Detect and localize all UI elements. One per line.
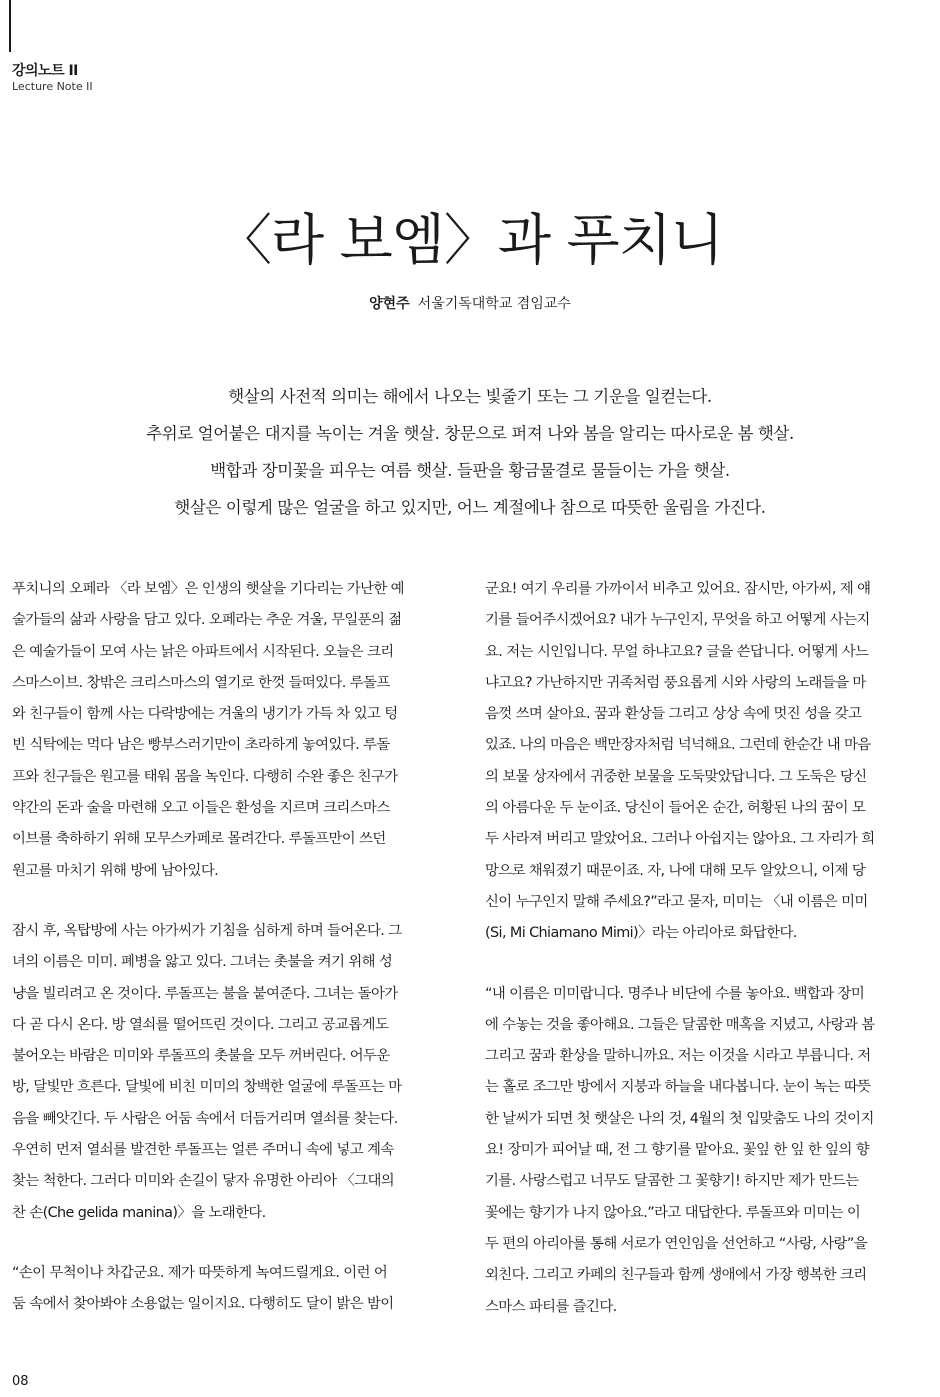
right-column xyxy=(485,574,918,1352)
text-line: 외친다. 그리고 카페의 친구들과 함께 생애에서 가장 행복한 크리 xyxy=(485,1267,867,1284)
text-line: 신이 누구인지 말해 주세요?”라고 묻자, 미미는 〈내 이름은 미미 xyxy=(485,893,868,910)
text-line: 녀의 이름은 미미. 폐병을 앓고 있다. 그녀는 촛불을 켜기 위해 성 xyxy=(12,954,393,971)
text-line: 찬 손(Che gelida manina)〉을 노래한다. xyxy=(12,1204,266,1221)
text-line: 망으로 채워졌기 때문이죠. 자, 나에 대해 모두 알았으니, 이제 당 xyxy=(485,862,866,879)
section-subtitle: Lecture Note II xyxy=(12,80,93,93)
text-line: 이브를 축하하기 위해 모무스카페로 몰려간다. 루돌프만이 쓰던 xyxy=(12,831,386,848)
author-affiliation: 서울기독대학교 겸임교수 xyxy=(417,296,571,312)
text-line: 있죠. 나의 마음은 백만장자처럼 넉넉해요. 그런데 한순간 내 마음 xyxy=(485,737,871,754)
lead-line: 추위로 얼어붙은 대지를 녹이는 겨울 햇살. 창문으로 퍼져 나와 봄을 알리는 따사로운 봄 햇살. xyxy=(146,424,794,443)
text-line: 의 아름다운 두 눈이죠. 당신이 들어온 순간, 허황된 나의 꿈이 모 xyxy=(485,800,866,817)
lead-line: 햇살은 이렇게 많은 얼굴을 하고 있지만, 어느 계절에나 참으로 따뜻한 울림을 가진다. xyxy=(174,498,766,517)
text-line: 우연히 먼저 열쇠를 발견한 루돌프는 얼른 주머니 속에 넣고 계속 xyxy=(12,1142,394,1159)
lead-line: 백합과 장미꽃을 피우는 여름 햇살. 들판을 황금물결로 물들이는 가을 햇살. xyxy=(210,461,730,480)
text-line: 방, 달빛만 흐른다. 달빛에 비친 미미의 창백한 얼굴에 루돌프는 마 xyxy=(12,1079,402,1096)
page-number: 08 xyxy=(12,1374,29,1389)
text-line: “내 이름은 미미랍니다. 명주나 비단에 수를 놓아요. 백합과 장미 xyxy=(485,985,865,1002)
text-line: 기를. 사랑스럽고 너무도 달콤한 그 꽃향기! 하지만 제가 만드는 xyxy=(485,1173,859,1190)
text-line: 술가들의 삶과 사랑을 담고 있다. 오페라는 추운 겨울, 무일푼의 젊 xyxy=(12,612,402,629)
text-line: 다 곧 다시 온다. 방 열쇠를 떨어뜨린 것이다. 그리고 공교롭게도 xyxy=(12,1016,389,1033)
section-title: 강의노트 II xyxy=(12,63,78,79)
text-line: 둠 속에서 찾아봐야 소용없는 일이지요. 다행히도 달이 밝은 밤이 xyxy=(12,1296,394,1313)
text-line: 군요! 여기 우리를 가까이서 비추고 있어요. 잠시만, 아가씨, 제 얘 xyxy=(485,581,871,597)
byline xyxy=(0,293,940,313)
text-line: 빈 식탁에는 먹다 남은 빵부스러기만이 초라하게 놓여있다. 루돌 xyxy=(12,737,390,754)
text-line: 두 사라져 버리고 말았어요. 그러나 아쉽지는 않아요. 그 자리가 희 xyxy=(485,831,875,848)
text-line: 불어오는 바람은 미미와 루돌프의 촛불을 모두 꺼버린다. 어두운 xyxy=(12,1048,390,1065)
lead-paragraph xyxy=(60,378,880,526)
text-line: 꽃에는 향기가 나지 않아요.”라고 대답한다. 루돌프와 미미는 이 xyxy=(485,1204,861,1221)
text-line: 두 편의 아리아를 통해 서로가 연인임을 선언하고 “사랑, 사랑”을 xyxy=(485,1235,868,1252)
text-line: 에 수놓는 것을 좋아해요. 그들은 달콤한 매혹을 지녔고, 사랑과 봄 xyxy=(485,1016,875,1033)
text-line: 잠시 후, 옥탑방에 사는 아가씨가 기침을 심하게 하며 들어온다. 그 xyxy=(12,922,402,939)
text-line: 요! 장미가 피어날 때, 전 그 향기를 맡아요. 꽃잎 한 잎 한 잎의 향 xyxy=(485,1142,870,1159)
body-paragraph xyxy=(12,916,445,1229)
text-line: 원고를 마치기 위해 방에 남아있다. xyxy=(12,862,219,879)
body-paragraph xyxy=(12,574,445,887)
author-name: 양현주 xyxy=(369,296,410,312)
text-line: (Si, Mi Chiamano Mimi)〉라는 아리아로 화답한다. xyxy=(485,925,797,942)
top-divider xyxy=(9,0,11,52)
text-line: 의 보물 상자에서 귀중한 보물을 도둑맞았답니다. 그 도둑은 당신 xyxy=(485,768,867,785)
text-line: 음껏 쓰며 살아요. 꿈과 환상들 그리고 상상 속에 멋진 성을 갖고 xyxy=(485,706,862,723)
lead-line: 햇살의 사전적 의미는 해에서 나오는 빛줄기 또는 그 기운을 일컫는다. xyxy=(228,387,712,406)
article-title: 〈라 보엠〉과 푸치니 xyxy=(217,208,723,272)
body-paragraph xyxy=(485,574,918,950)
text-line: 은 예술가들이 모여 사는 낡은 아파트에서 시작된다. 오늘은 크리 xyxy=(12,643,394,660)
text-line: 요. 저는 시인입니다. 무얼 하냐고요? 글을 쓴답니다. 어떻게 사느 xyxy=(485,643,869,660)
text-line: “손이 무척이나 차갑군요. 제가 따뜻하게 녹여드릴게요. 이런 어 xyxy=(12,1264,388,1281)
text-line: 스마스이브. 창밖은 크리스마스의 열기로 한껏 들떠있다. 루돌프 xyxy=(12,674,390,691)
text-line: 스마스 파티를 즐긴다. xyxy=(485,1298,617,1315)
text-line: 그리고 꿈과 환상을 말하니까요. 저는 이것을 시라고 부릅니다. 저 xyxy=(485,1048,871,1065)
body-paragraph xyxy=(12,1258,445,1321)
text-line: 음을 빼앗긴다. 두 사람은 어둠 속에서 더듬거리며 열쇠를 찾는다. xyxy=(12,1110,398,1127)
text-line: 푸치니의 오페라 〈라 보엠〉은 인생의 햇살을 기다리는 가난한 예 xyxy=(12,581,404,597)
text-line: 프와 친구들은 원고를 태워 몸을 녹인다. 다행히 수완 좋은 친구가 xyxy=(12,768,398,785)
text-line: 와 친구들이 함께 사는 다락방에는 겨울의 냉기가 가득 차 있고 텅 xyxy=(12,706,398,723)
text-line: 약간의 돈과 술을 마련해 오고 이들은 환성을 지르며 크리스마스 xyxy=(12,800,390,817)
text-line: 기를 들어주시겠어요? 내가 누구인지, 무엇을 하고 어떻게 사는지 xyxy=(485,612,870,629)
text-line: 는 홀로 조그만 방에서 지붕과 하늘을 내다봅니다. 눈이 녹는 따뜻 xyxy=(485,1079,871,1096)
body-paragraph xyxy=(485,979,918,1323)
text-line: 냐고요? 가난하지만 귀족처럼 풍요롭게 시와 사랑의 노래들을 마 xyxy=(485,674,866,691)
text-line: 한 날씨가 되면 첫 햇살은 나의 것, 4월의 첫 입맞춤도 나의 것이지 xyxy=(485,1110,874,1127)
text-line: 찾는 척한다. 그러다 미미와 손길이 닿자 유명한 아리아 〈그대의 xyxy=(12,1173,395,1190)
text-line: 냥을 빌리려고 온 것이다. 루돌프는 불을 붙여준다. 그녀는 돌아가 xyxy=(12,985,398,1002)
left-column xyxy=(12,574,445,1350)
